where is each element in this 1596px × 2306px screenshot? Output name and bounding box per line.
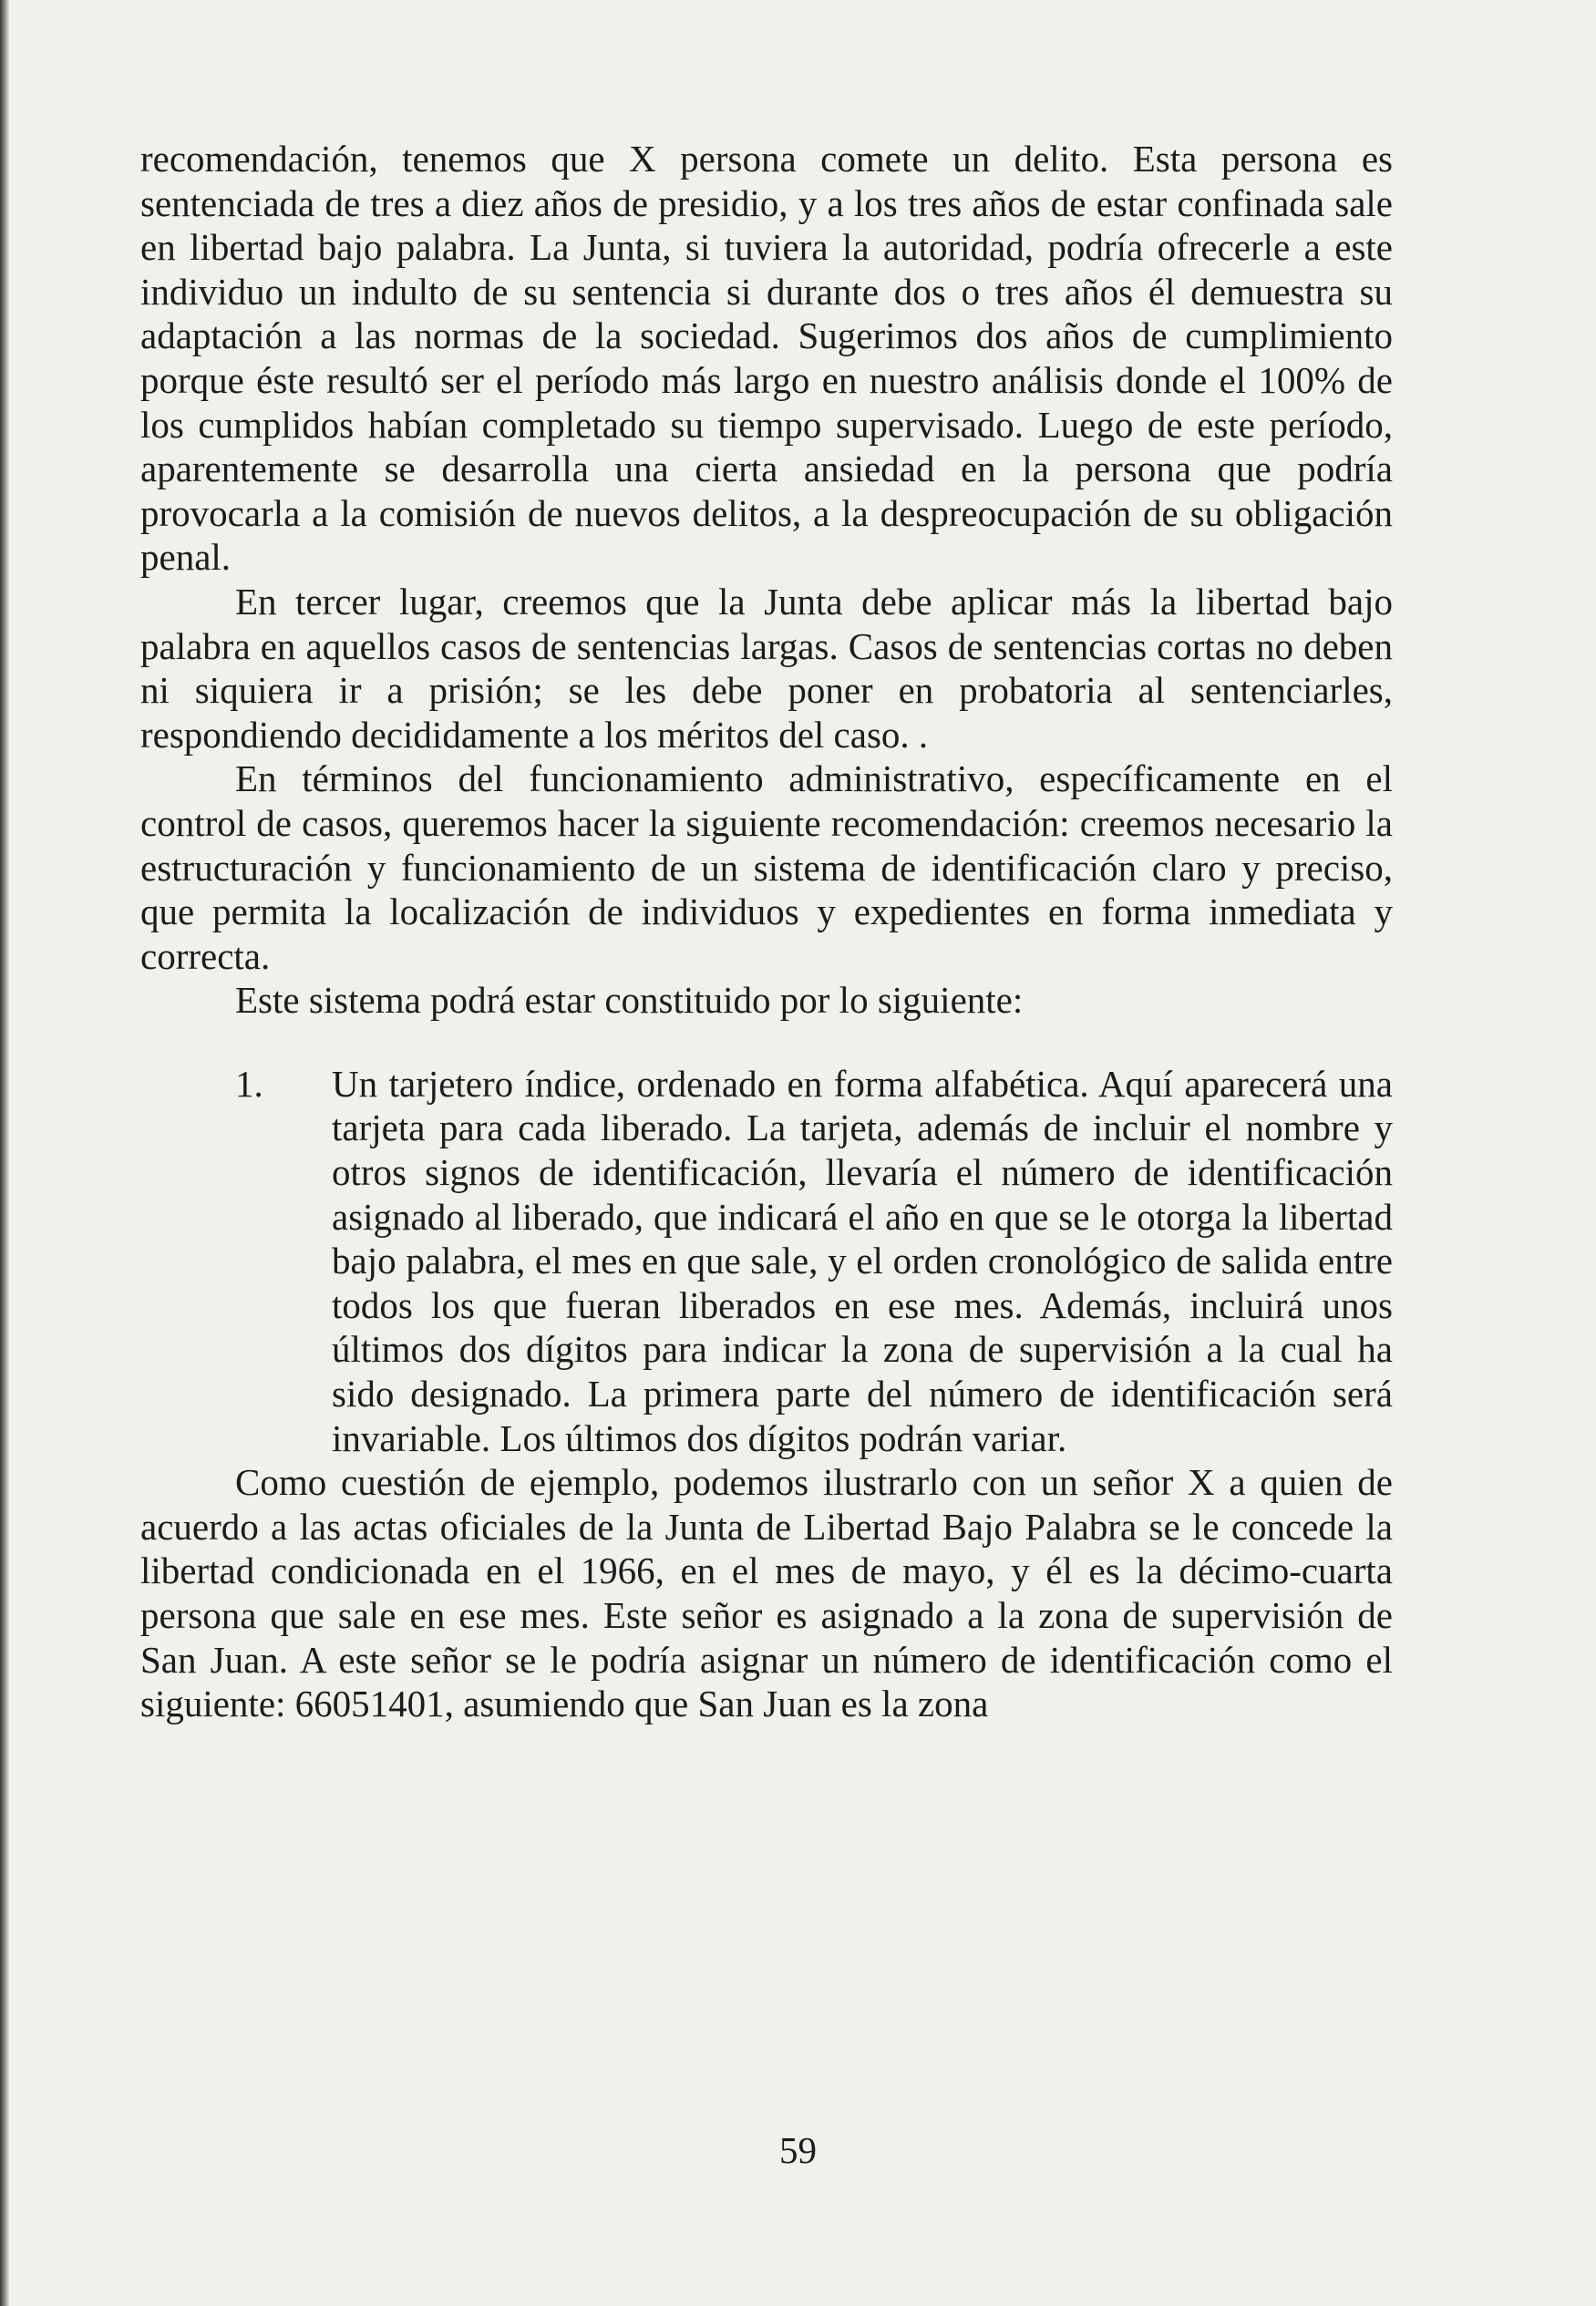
page-edge-shadow bbox=[0, 0, 9, 2306]
list-item-continuation: Como cuestión de ejemplo, podemos ilustrarlo con un señor X a quien de acuerdo a las actas oficiales de la Junta de Libertad Bajo Palabra se le concede la libertad condicionada en el 1966, en el mes de mayo, y él es la décimo-cuarta persona que sale en ese mes. Este señor es asignado a la zona de supervisión de San Juan. A este señor se le podría asignar un número de identificación como el siguiente: 66051401, asumiendo que San Juan es la zona bbox=[140, 1461, 1393, 1725]
list-item bbox=[140, 1062, 1393, 1460]
page-number: 59 bbox=[779, 2129, 817, 2171]
paragraph: recomendación, tenemos que X persona comete un delito. Esta persona es sentenciada de tres a diez años de presidio, y a los tres años de estar confinada sale en libertad bajo palabra. La Junta, si tuviera la autoridad, podría ofrecerle a este individuo un indulto de su sentencia si durante dos o tres años él demuestra su adaptación a las normas de la sociedad. Sugerimos dos años de cumplimiento porque éste resultó ser el período más largo en nuestro análisis donde el 100% de los cumplidos habían completado su tiempo supervisado. Luego de este período, aparentemente se desarrolla una cierta ansiedad en la persona que podría provocarla a la comisión de nuevos delitos, a la despreocupación de su obligación penal. bbox=[140, 138, 1393, 579]
list-item-text: Un tarjetero índice, ordenado en forma alfabética. Aquí aparecerá una tarjeta para cada liberado. La tarjeta, además de incluir el nombre y otros signos de identificación, llevaría el número de identificación asignado al liberado, que indicará el año en que se le otorga la libertad bajo palabra, el mes en que sale, y el orden cronológico de salida entre todos los que fueran liberados en ese mes. Además, incluirá unos últimos dos dígitos para indicar la zona de supervisión a la cual ha sido designado. La primera parte del número de identificación será invariable. Los últimos dos dígitos podrán variar. bbox=[332, 1062, 1393, 1459]
paragraph: En tercer lugar, creemos que la Junta debe aplicar más la libertad bajo palabra en aquellos casos de sentencias largas. Casos de sentencias cortas no deben ni siquiera ir a prisión; se les debe poner en probatoria al sentenciarles, respondiendo decididamente a los méritos del caso. . bbox=[140, 580, 1393, 756]
paragraph: Este sistema podrá estar constituido por lo siguiente: bbox=[235, 979, 1024, 1022]
list-item-number: 1. bbox=[235, 1062, 263, 1105]
body-text bbox=[140, 137, 1393, 1726]
paragraph: En términos del funcionamiento administrativo, específicamente en el control de casos, queremos hacer la siguiente recomendación: creemos necesario la estructuración y funcionamiento de un sistema de identificación claro y preciso, que permita la localización de individuos y expedientes en forma inmediata y correcta. bbox=[140, 757, 1393, 977]
